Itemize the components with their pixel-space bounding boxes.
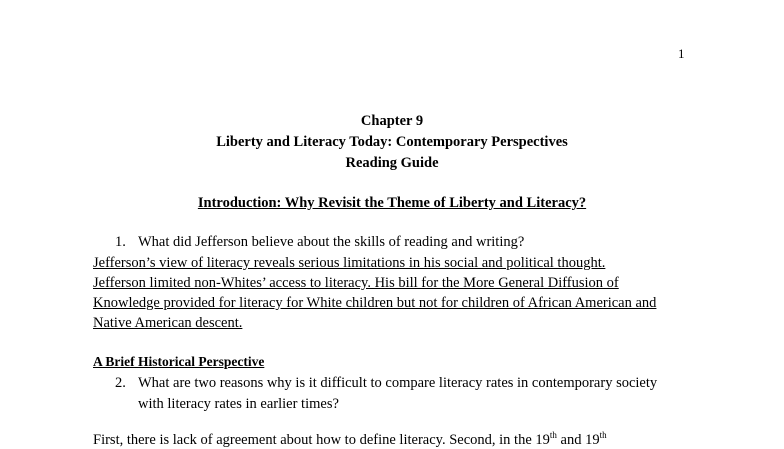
answer-1-line-4: Native American descent. [93, 315, 243, 331]
answer-1-line-2: Jefferson limited non-Whites’ access to literacy. His bill for the More General Diffusion of [93, 275, 619, 291]
answer-2-mid: and 19 [556, 431, 600, 448]
question-1-text: What did Jefferson believe about the skills of reading and writing? [138, 234, 525, 250]
question-1-number: 1. [115, 234, 126, 250]
question-2-number: 2. [115, 375, 126, 391]
question-2-line-2: with literacy rates in earlier times? [138, 396, 339, 412]
answer-1-line-3: Knowledge provided for literacy for White children but not for children of African American and [93, 295, 657, 311]
answer-1-line-1: Jefferson’s view of literacy reveals serious limitations in his social and political thought. [93, 255, 606, 271]
answer-2-text: First, there is lack of agreement about how to define literacy. Second, in the 19 [93, 431, 550, 448]
superscript-th-2: th [599, 430, 607, 440]
question-2-line-1: What are two reasons why is it difficult to compare literacy rates in contemporary society [138, 375, 658, 391]
chapter-subtitle: Reading Guide [345, 155, 439, 171]
chapter-number: Chapter 9 [360, 113, 424, 129]
introduction-heading: Introduction: Why Revisit the Theme of Liberty and Literacy? [197, 195, 587, 211]
answer-2-partial-line [93, 430, 607, 449]
chapter-title: Liberty and Literacy Today: Contemporary Perspectives [216, 134, 568, 150]
section-heading: A Brief Historical Perspective [93, 354, 265, 369]
superscript-th-1: th [549, 430, 557, 440]
page-number: 1 [678, 46, 685, 61]
